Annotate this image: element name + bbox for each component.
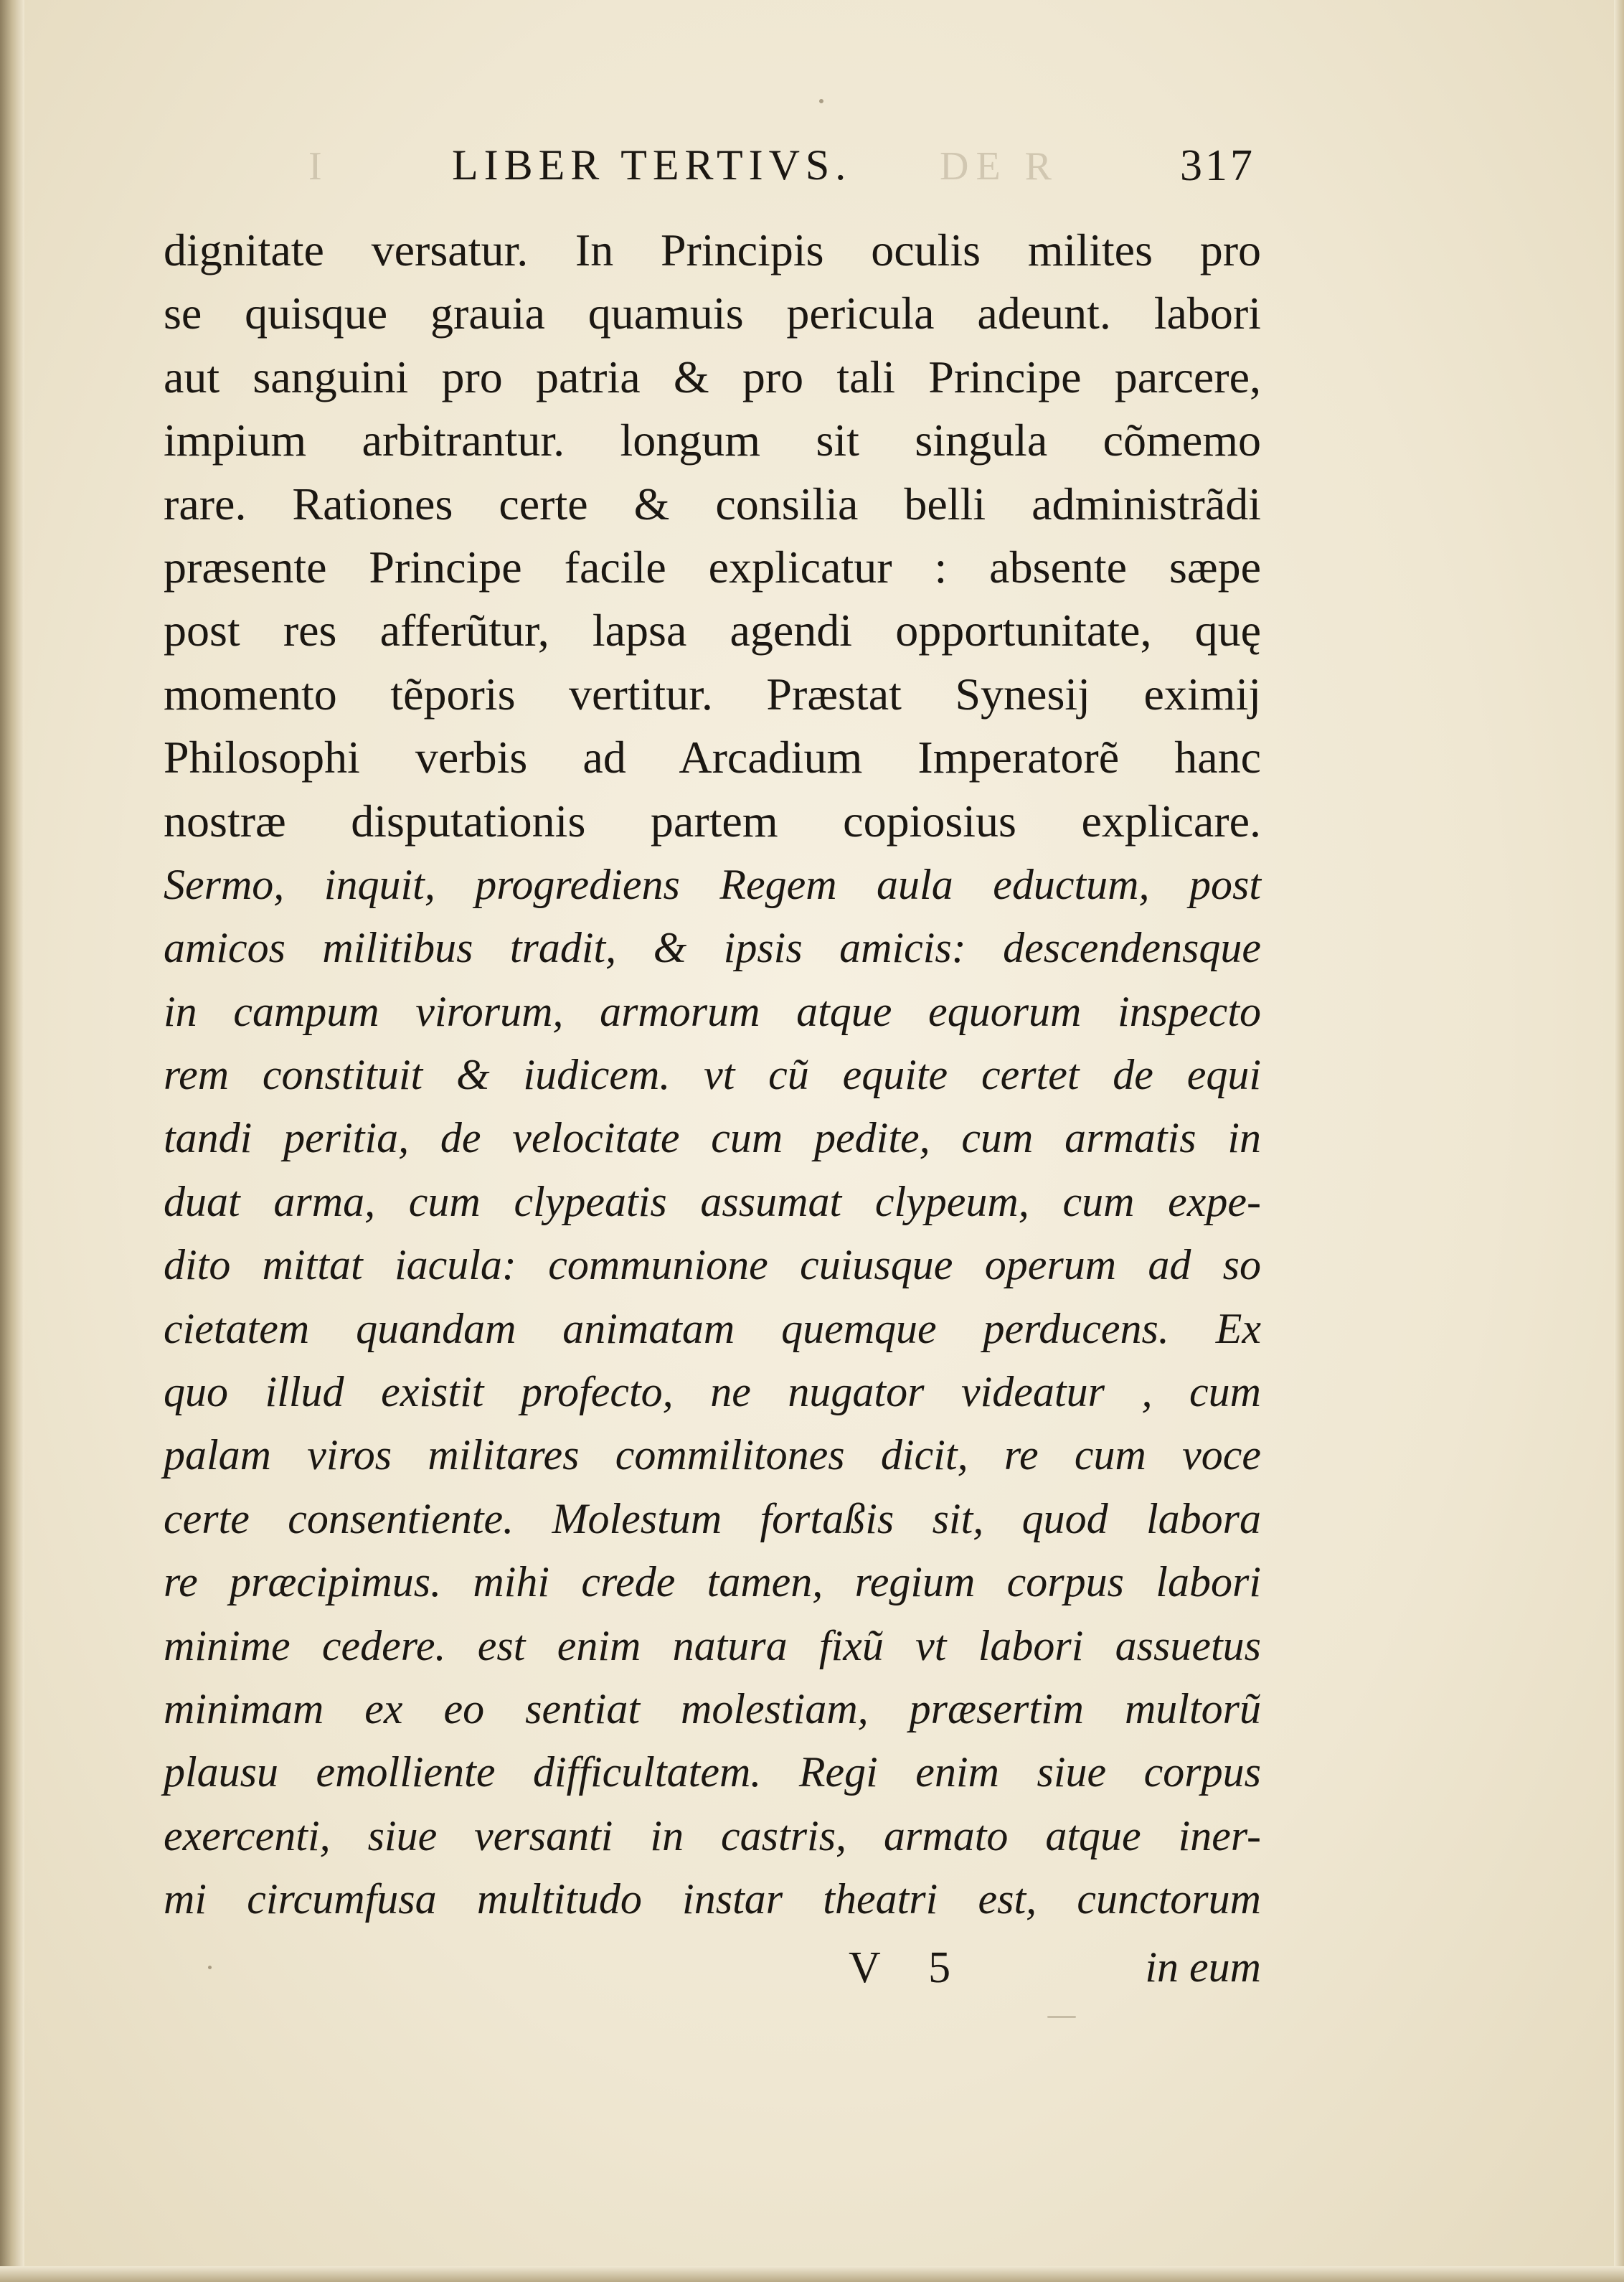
text-line: dito mittat iacula: communione cuiusque operum ad so [164,1241,1261,1289]
text-line: cietatem quandam animatam quemque perducens. Ex [164,1304,1261,1352]
text-line: post res afferũtur, lapsa agendi opportunitate, quę [164,605,1261,656]
text-line: re præcipimus. mihi crede tamen, regium corpus labori [164,1558,1261,1606]
text-line: dignitate versatur. In Principis oculis milites pro [164,225,1261,275]
text-line: quo illud existit profecto, ne nugator videatur , cum [164,1368,1261,1416]
text-line: plausu emolliente difficultatem. Regi enim siue corpus [164,1748,1261,1796]
text-line: minime cedere. est enim natura fixũ vt labori assuetus [164,1621,1261,1669]
body-text [164,219,1261,1931]
show-through-text-right: DE R [940,144,1059,189]
paper-speck [208,1966,212,1969]
catchword: in eum [1145,1943,1261,1991]
italic-quotation [164,853,1261,1931]
text-line: amicos militibus tradit, & ipsis amicis: descendensque [164,924,1261,972]
text-line: rare. Rationes certe & consilia belli administrãdi [164,478,1261,529]
text-line: duat arma, cum clypeatis assumat clypeum, cum expe- [164,1177,1261,1225]
page-number: 317 [1180,141,1255,190]
paper-speck [1047,2016,1076,2018]
text-line: aut sanguini pro patria & pro tali Principe parcere, [164,351,1261,402]
signature-mark: V 5 [849,1943,970,1992]
page-header [308,141,1255,212]
text-line: certe consentiente. Molestum fortaßis sit, quod labora [164,1494,1261,1542]
paper-speck [819,99,823,103]
page-gutter-shadow [0,0,24,2282]
text-line: exercenti, siue versanti in castris, armato atque iner- [164,1811,1261,1859]
text-line: se quisque grauia quamuis pericula adeunt. labori [164,288,1261,339]
show-through-text-left: I [308,144,329,189]
text-line: præsente Principe facile explicatur : absente sæpe [164,541,1261,593]
page-bottom-edge [0,2266,1624,2282]
text-line: mi circumfusa multitudo instar theatri est, cunctorum [164,1875,1261,1923]
page-fore-edge [1614,0,1624,2282]
text-line: Sermo, inquit, progrediens Regem aula eductum, post [164,860,1261,908]
text-line: impium arbitrantur. longum sit singula cõmemo [164,415,1261,466]
text-line: Philosophi verbis ad Arcadium Imperatorẽ hanc [164,732,1261,783]
roman-paragraph [164,219,1261,853]
text-line: minimam ex eo sentiat molestiam, præsertim multorũ [164,1684,1261,1732]
text-line: momento tẽporis vertitur. Præstat Synesij eximij [164,668,1261,720]
text-line: rem constituit & iudicem. vt cũ equite certet de equi [164,1051,1261,1099]
text-line: palam viros militares commilitones dicit, re cum voce [164,1431,1261,1479]
running-head: LIBER TERTIVS. [452,141,852,189]
text-line: nostræ disputationis partem copiosius explicare. [164,795,1261,847]
text-line: tandi peritia, de velocitate cum pedite, cum armatis in [164,1114,1261,1162]
text-line: in campum virorum, armorum atque equorum inspecto [164,987,1261,1035]
page-footer [164,1943,1261,2007]
